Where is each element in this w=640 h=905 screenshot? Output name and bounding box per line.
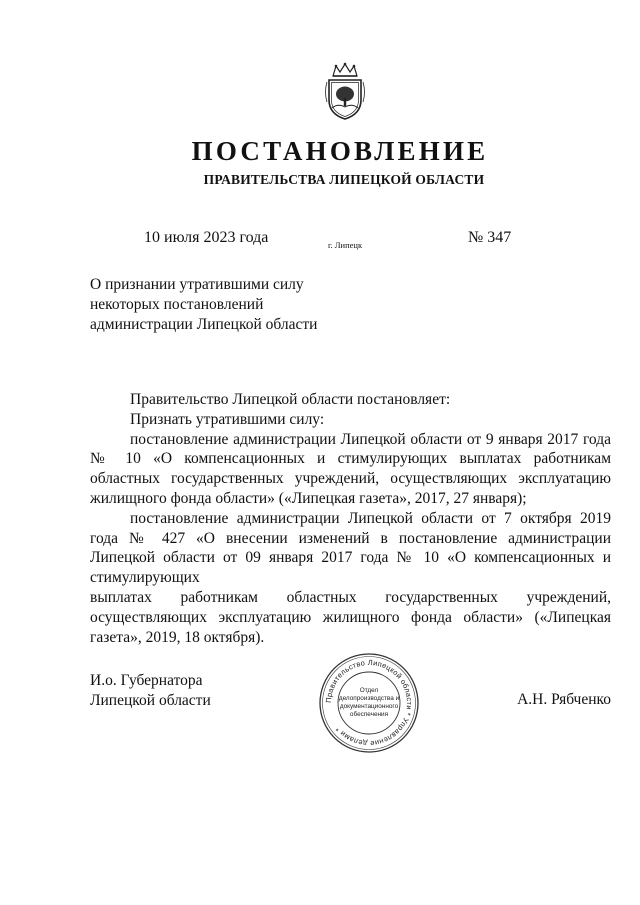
seal-inner-line: документационного	[339, 703, 399, 710]
signer-name: А.Н. Рябченко	[517, 691, 611, 708]
signer-position-line: Липецкой области	[90, 692, 211, 709]
document-subject	[90, 275, 317, 335]
seal-inner-line: делопроизводства и	[338, 695, 400, 702]
document-city: г. Липецк	[328, 240, 363, 250]
document-date: 10 июля 2023 года	[144, 229, 269, 246]
body-paragraph: постановление администрации Липецкой области от 9 января 2017 года № 10 «О компенсационных и стимулирующих выплатах работникам областных государственных учреждений, осуществляющих эксплуатацию жилищного фонда области» («Липецкая газета», 2017, 27 января);	[90, 430, 611, 507]
document-number: № 347	[468, 229, 512, 246]
seal-outer-text: Правительство Липецкой области * Управление делами *	[323, 657, 415, 749]
seal-inner-line: обеспечения	[349, 711, 389, 718]
body-paragraph: Правительство Липецкой области постановляет:	[130, 391, 451, 408]
subject-line: О признании утратившими силу	[90, 276, 304, 293]
signer-position	[90, 671, 211, 711]
body-paragraph: Признать утратившими силу:	[130, 410, 325, 428]
issuing-authority: ПРАВИТЕЛЬСТВА ЛИПЕЦКОЙ ОБЛАСТИ	[203, 172, 485, 187]
subject-line: некоторых постановлений	[90, 296, 264, 313]
body-paragraph: постановление администрации Липецкой области от 7 октября 2019 года № 427 «О внесении изменений в постановление администрации Липецкой области от 09 января 2017 года № 10 «О компенсационных и стимулирующих	[90, 509, 611, 587]
document-body	[90, 390, 611, 647]
subject-line: администрации Липецкой области	[90, 316, 318, 333]
official-seal-stamp	[318, 652, 420, 754]
body-paragraph-continuation: выплатах работникам областных государственных учреждений,	[90, 588, 611, 606]
coat-of-arms-icon	[322, 62, 368, 122]
seal-inner-line: Отдел	[359, 687, 379, 694]
document-type-title: ПОСТАНОВЛЕНИЕ	[191, 136, 489, 166]
body-paragraph-continuation: осуществляющих эксплуатацию жилищного фонда области» («Липецкая газета», 2019, 18 октября).	[90, 608, 611, 646]
signer-position-line: И.о. Губернатора	[90, 672, 203, 689]
